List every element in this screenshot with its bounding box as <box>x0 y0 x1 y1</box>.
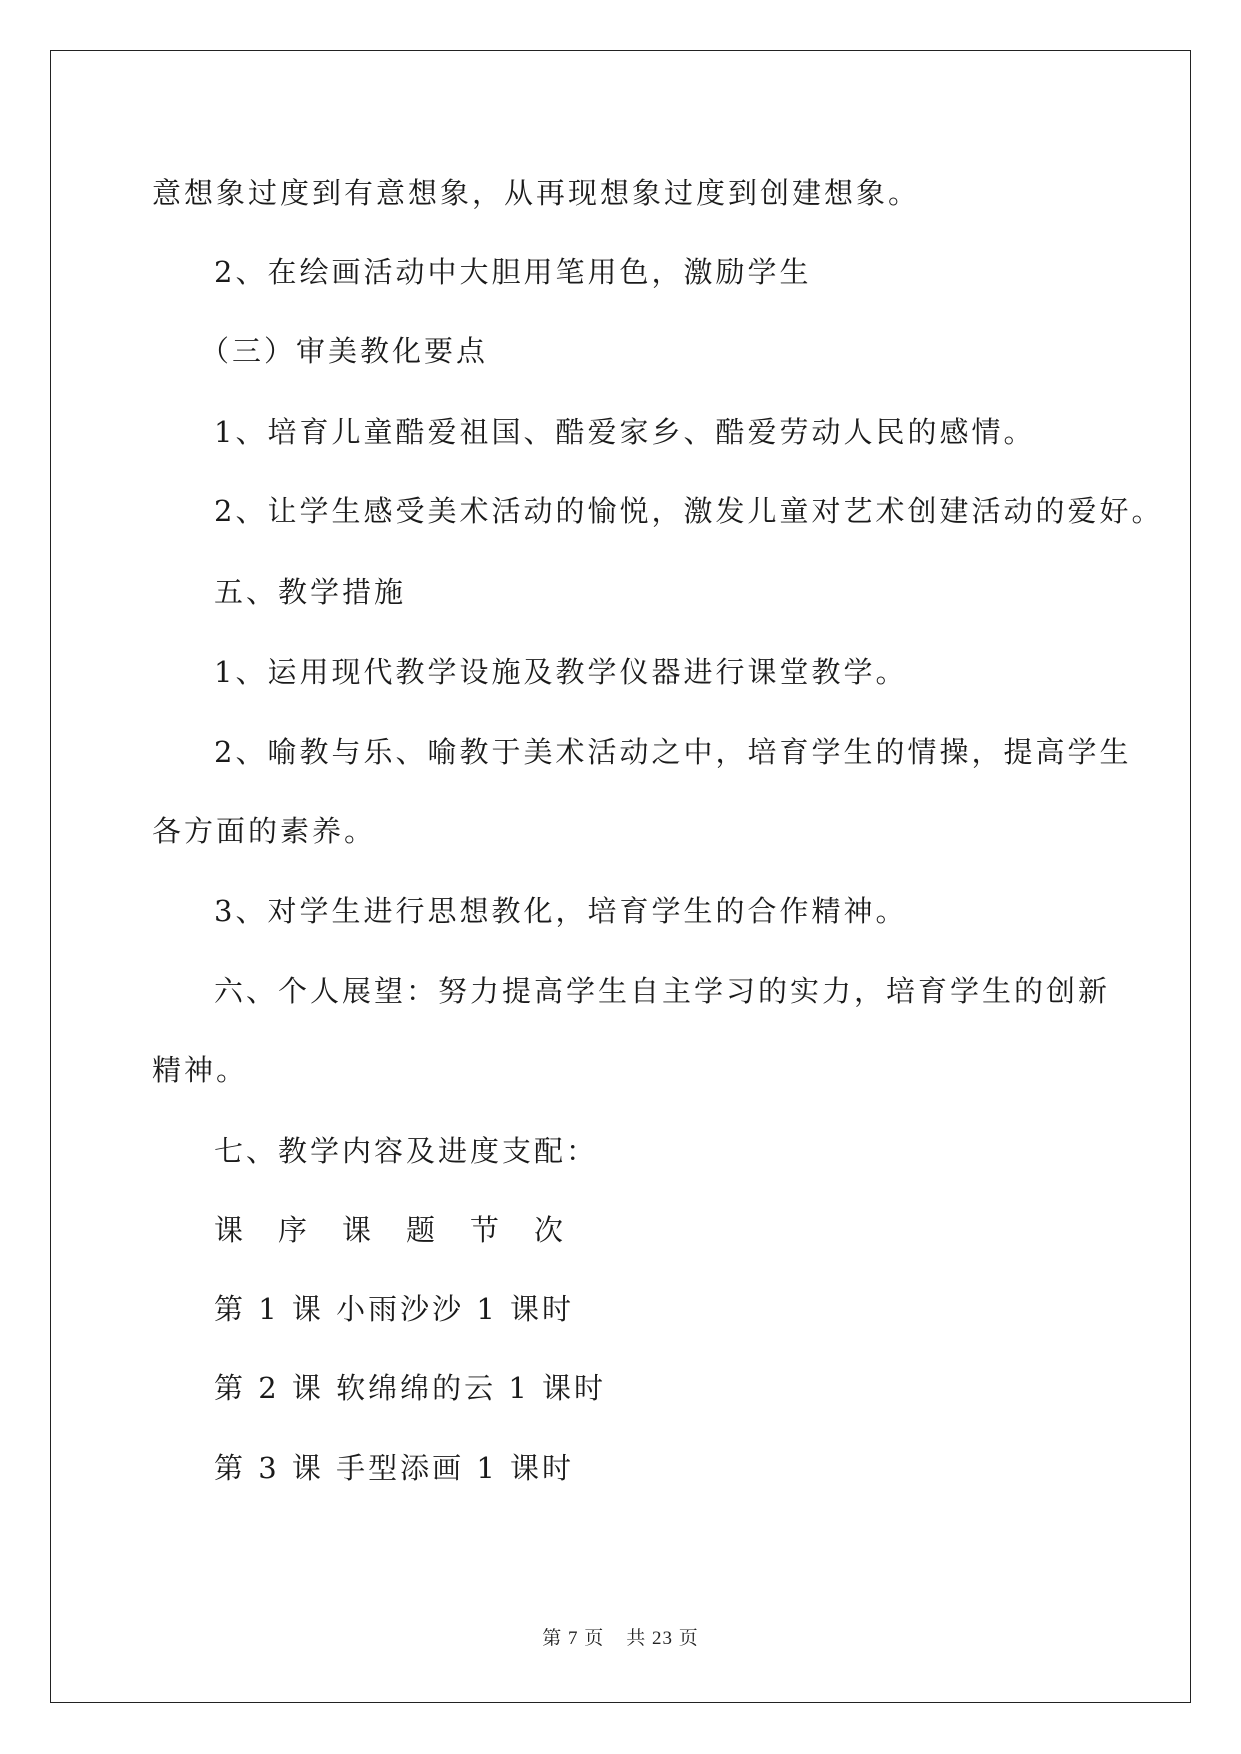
schedule-header: 课 序 课 题 节 次 <box>214 1213 567 1247</box>
section-heading-measures: 五、教学措施 <box>214 575 407 609</box>
body-line-7: 1、运用现代教学设施及教学仪器进行课堂教学。 <box>214 655 908 689</box>
page-footer <box>0 1623 1241 1650</box>
body-line-4: 1、培育儿童酷爱祖国、酷爱家乡、酷爱劳动人民的感情。 <box>214 415 1036 449</box>
body-line-1: 意想象过度到有意想象，从再现想象过度到创建想象。 <box>152 176 921 210</box>
schedule-row-1: 第 1 课 小雨沙沙 1 课时 <box>214 1292 574 1326</box>
page-number: 第 7 页 <box>542 1628 605 1649</box>
section-heading-aesthetic: （三）审美教化要点 <box>200 334 489 368</box>
body-line-5: 2、让学生感受美术活动的愉悦，激发儿童对艺术创建活动的爱好。 <box>214 494 1164 528</box>
schedule-row-3: 第 3 课 手型添画 1 课时 <box>214 1451 574 1485</box>
body-line-10: 3、对学生进行思想教化，培育学生的合作精神。 <box>214 894 908 928</box>
body-line-8: 2、喻教与乐、喻教于美术活动之中，培育学生的情操，提高学生 <box>214 735 1132 769</box>
schedule-row-2: 第 2 课 软绵绵的云 1 课时 <box>214 1371 606 1405</box>
section-heading-schedule: 七、教学内容及进度支配： <box>214 1134 599 1168</box>
body-line-9: 各方面的素养。 <box>152 814 377 848</box>
section-heading-outlook: 六、个人展望：努力提高学生自主学习的实力，培育学生的创新 <box>214 974 1111 1008</box>
body-line-12: 精神。 <box>152 1053 249 1087</box>
page-total: 共 23 页 <box>626 1628 699 1649</box>
body-line-2: 2、在绘画活动中大胆用笔用色，激励学生 <box>214 255 812 289</box>
